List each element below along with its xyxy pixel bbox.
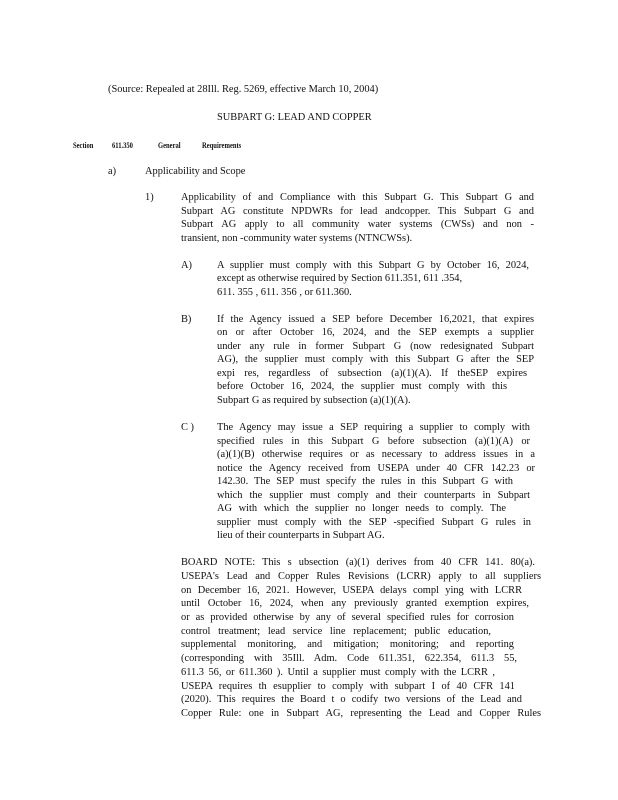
item-C-line: notice the Agency received from USEPA under 40 CFR 142.23 or (217, 463, 535, 474)
item-B-line: Subpart G as required by subsection (a)(1)(A). (217, 395, 411, 406)
board-note-line: Copper Rule: one in Subpart AG, representing the Lead and Copper Rules (181, 708, 541, 719)
item-A-line: 611. 355 , 611. 356 , or 611.360. (217, 287, 352, 298)
item-C-label: C ) (181, 422, 194, 433)
board-note-line: supplemental monitoring, and mitigation; monitoring; and reporting (181, 639, 514, 650)
board-note-line: (2020). This requires the Board t o codify two versions of the Lead and (181, 694, 522, 705)
item-C-line: lieu of their counterparts in Subpart AG. (217, 530, 385, 541)
board-note-line: USEPA requires th esupplier to comply with subpart I of 40 CFR 141 (181, 681, 515, 692)
paragraph-1-label: 1) (145, 192, 154, 203)
item-C-line: (a)(1)(B) otherwise requires or as necessary to address issues in a (217, 449, 535, 460)
item-C-line: AG with which the supplier no longer needs to comply. The (217, 503, 506, 514)
paragraph-1-line: Subpart AG constitute NPDWRs for lead andcopper. This Subpart G and (181, 206, 534, 217)
item-C-line: which the supplier must comply and their counterparts in Subpart (217, 490, 530, 501)
paragraph-1-line: Applicability of and Compliance with this Subpart G. This Subpart G and (181, 192, 534, 203)
item-B-line: AG), the supplier must comply with this Subpart G after the SEP (217, 354, 534, 365)
item-C-line: supplier must comply with the SEP -specified Subpart G rules in (217, 517, 531, 528)
board-note-line: or as provided otherwise by any of several specified rules for corrosion (181, 612, 514, 623)
item-B-label: B) (181, 314, 192, 325)
board-note-line: on December 16, 2021. However, USEPA delays compl ying with LCRR (181, 585, 522, 596)
item-B-line: expi res, regardless of subsection (a)(1)(A). If theSEP expires (217, 368, 527, 379)
board-note-line: 611.3 56, or 611.360 ). Until a supplier must comply with the LCRR , (181, 667, 495, 678)
paragraph-1-line: transient, non -community water systems (NTNCWSs). (181, 233, 413, 244)
item-B-line: on or after October 16, 2024, and the SEP exempts a supplier (217, 327, 534, 338)
item-A-line: except as otherwise required by Section 611.351, 611 .354, (217, 273, 463, 284)
subsection-a-label: a) (108, 166, 117, 177)
source-note: (Source: Repealed at 28Ill. Reg. 5269, effective March 10, 2004) (108, 84, 379, 95)
board-note-line: until October 16, 2024, when any previously granted exemption expires, (181, 598, 529, 609)
section-title-general: General (158, 141, 181, 150)
item-B-line: before October 16, 2024, the supplier must comply with this (217, 381, 507, 392)
item-C-line: specified rules in this Subpart G before subsection (a)(1)(A) or (217, 436, 530, 447)
subpart-heading: SUBPART G: LEAD AND COPPER (217, 112, 372, 123)
board-note-line: control treatment; lead service line replacement; public education, (181, 626, 491, 637)
section-number: 611.350 (112, 141, 133, 150)
board-note-line: BOARD NOTE: This s ubsection (a)(1) derives from 40 CFR 141. 80(a). (181, 557, 535, 568)
item-B-line: under any rule in former Subpart G (now redesignated Subpart (217, 341, 534, 352)
item-C-line: The Agency may issue a SEP requiring a supplier to comply with (217, 422, 530, 433)
board-note-line: USEPA's Lead and Copper Rules Revisions (LCRR) apply to all suppliers (181, 571, 541, 582)
section-word: Section (73, 141, 94, 150)
subsection-a-title: Applicability and Scope (145, 166, 246, 177)
item-A-line: A supplier must comply with this Subpart G by October 16, 2024, (217, 260, 529, 271)
item-B-line: If the Agency issued a SEP before December 16,2021, that expires (217, 314, 534, 325)
item-A-label: A) (181, 260, 192, 271)
paragraph-1-line: Subpart AG apply to all community water systems (CWSs) and non - (181, 219, 534, 230)
board-note-line: (corresponding with 35Ill. Adm. Code 611.351, 622.354, 611.3 55, (181, 653, 517, 664)
item-C-line: 142.30. The SEP must specify the rules in this Subpart G with (217, 476, 513, 487)
section-title-requirements: Requirements (202, 141, 242, 150)
